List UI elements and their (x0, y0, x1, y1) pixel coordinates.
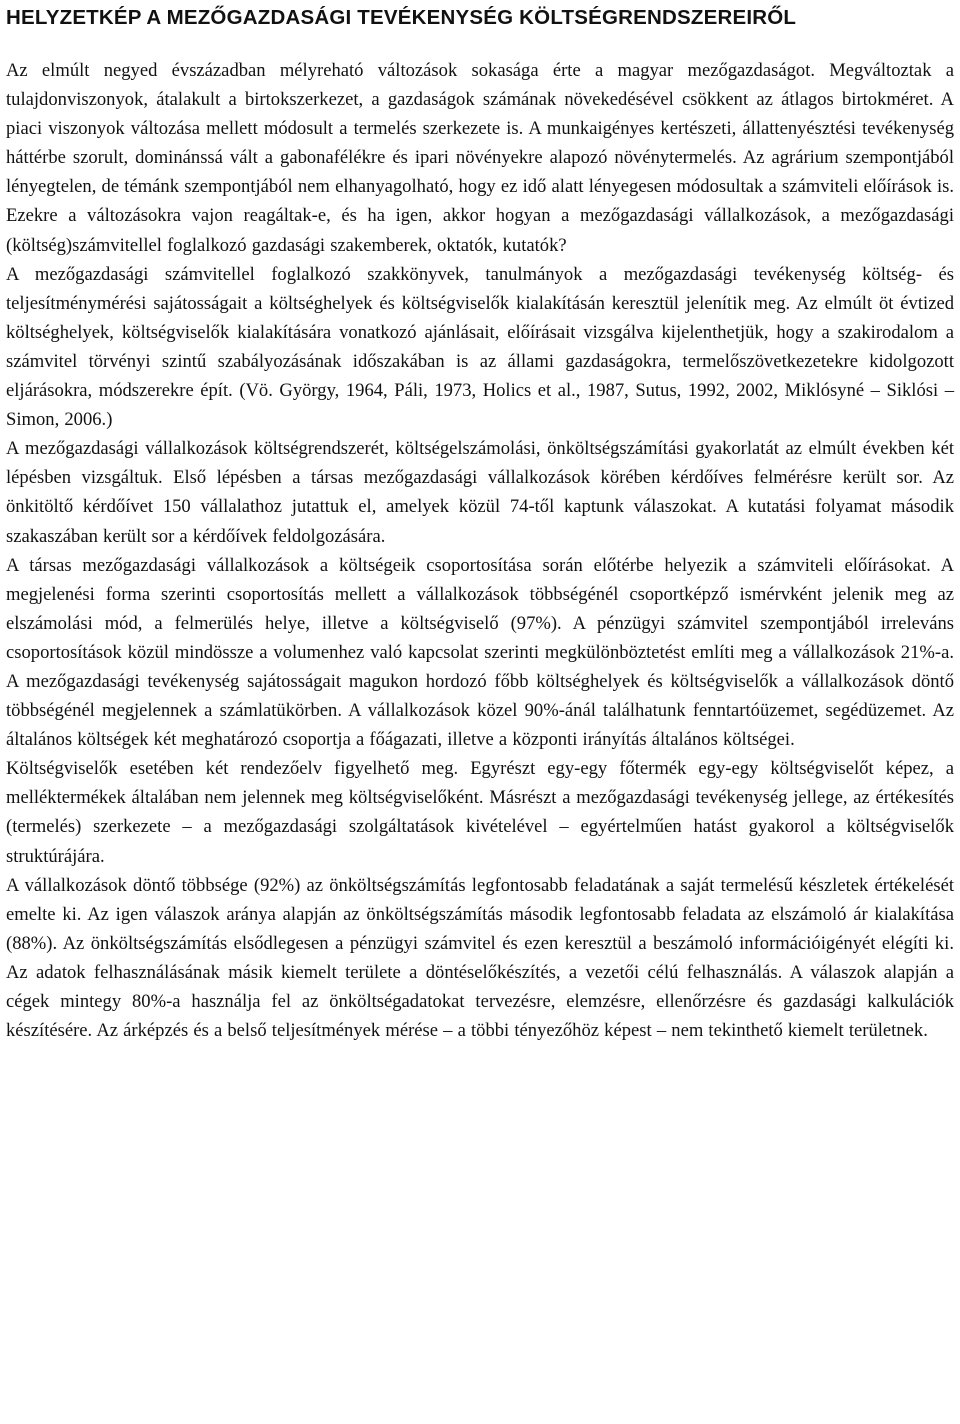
document-title: HELYZETKÉP A MEZŐGAZDASÁGI TEVÉKENYSÉG KÖLTSÉGRENDSZEREIRŐL (6, 6, 797, 29)
paragraph-intro: Az elmúlt negyed évszázadban mélyreható változások sokasága érte a magyar mezőgazdaságot. Megváltoztak a tulajdonviszonyok, átalakult a birtokszerkezet, a gazdaságok számának növekedésével csökkent az átlagos birtokméret. A piaci viszonyok változása mellett módosult a termelés szerkezete is. A munkaigényes kertészeti, állattenyésztési tevékenység háttérbe szorult, dominánssá vált a gabonafélékre és ipari növényekre alapozó növénytermelés. Az agrárium szempontjából lényegtelen, de témánk szempontjából nem elhanyagolható, hogy ez idő alatt lényegesen módosultak a számviteli előírások is. Ezekre a változásokra vajon reagáltak-e, és ha igen, akkor hogyan a mezőgazdasági vállalkozások, a mezőgazdasági (költség)számvitellel foglalkozó gazdasági szakemberek, oktatók, kutatók? (6, 60, 954, 256)
paragraph-literature: A mezőgazdasági számvitellel foglalkozó szakkönyvek, tanulmányok a mezőgazdasági tevékenység költség- és teljesítménymérési sajátosságait a költséghelyek és költségviselők kialakításán keresztül jelenítik meg. Az elmúlt öt évtized költséghelyek, költségviselők kialakítására vonatkozó ajánlásait, előírásait vizsgálva kijelenthetjük, hogy a szakirodalom a számvitel törvényi szintű szabályozásának időszakában is az állami gazdaságokra, termelőszövetkezetekre kidolgozott eljárásokra, módszerekre épít. (Vö. György, 1964, Páli, 1973, Holics et al., 1987, Sutus, 1992, 2002, Miklósyné – Siklósi – Simon, 2006.) (6, 263, 954, 431)
paragraph-unit-costing: A vállalkozások döntő többsége (92%) az önköltségszámítás legfontosabb feladatának a saját termelésű készletek értékelését emelte ki. Az igen válaszok aránya alapján az önköltségszámítás második legfontosabb feladata az elszámoló ár kialakítása (88%). Az önköltségszámítás elsődlegesen a pénzügyi számvitel és ezen keresztül a beszámoló információigényét elégíti ki. Az adatok felhasználásának másik kiemelt területe a döntéselőkészítés, a vezetői célú felhasználás. A válaszok alapján a cégek mintegy 80%-a használja fel az önköltségadatokat tervezésre, elemzésre, ellenőrzésre és gazdasági kalkulációk készítésére. Az árképzés és a belső teljesítmények mérése – a többi tényezőhöz képest – nem tekinthető kiemelt területnek. (6, 874, 954, 1042)
paragraph-cost-grouping: A társas mezőgazdasági vállalkozások a költségeik csoportosítása során előtérbe helyezik a számviteli előírásokat. A megjelenési forma szerinti csoportosítás mellett a vállalkozások többségénél csoportképző ismérvként jelenik meg az elszámolási mód, a felmerülés helye, illetve a költségviselő (97%). A pénzügyi számvitel szempontjából irreleváns csoportosítások közül mindössze a volumenhez való kapcsolat szerinti megkülönböztetést említi meg a vállalkozások 21%-a. A mezőgazdasági tevékenység sajátosságait magukon hordozó főbb költséghelyek és költségviselők a vállalkozások döntő többségénél megjelennek a számlatükörben. A vállalkozások közel 90%-ánál találhatunk fenntartóüzemet, segédüzemet. Az általános költségek két meghatározó csoportja a főágazati, illetve a központi irányítás általános költségei. (6, 554, 954, 751)
paragraph-cost-bearers: Költségviselők esetében két rendezőelv figyelhető meg. Egyrészt egy-egy főtermék egy-egy költségviselőt képez, a melléktermékek általában nem jelennek meg költségviselőként. Másrészt a mezőgazdasági tevékenység jellege, az értékesítés (termelés) szerkezete – a mezőgazdasági szolgáltatások kivételével – egyértelműen hatást gyakorol a költségviselők struktúrájára. (6, 758, 954, 867)
document-page (6, 0, 954, 1045)
document-body (6, 56, 954, 1045)
paragraph-survey-method: A mezőgazdasági vállalkozások költségrendszerét, költségelszámolási, önköltségszámítási gyakorlatát az elmúlt években két lépésben vizsgáltuk. Első lépésben a társas mezőgazdasági vállalkozások körében kérdőíves felmérésre került sor. Az önkitöltő kérdőívet 150 vállalathoz jutattuk el, amelyek közül 74-től kaptunk válaszokat. A kutatási folyamat második szakaszában került sor a kérdőívek feldolgozására. (6, 438, 954, 547)
